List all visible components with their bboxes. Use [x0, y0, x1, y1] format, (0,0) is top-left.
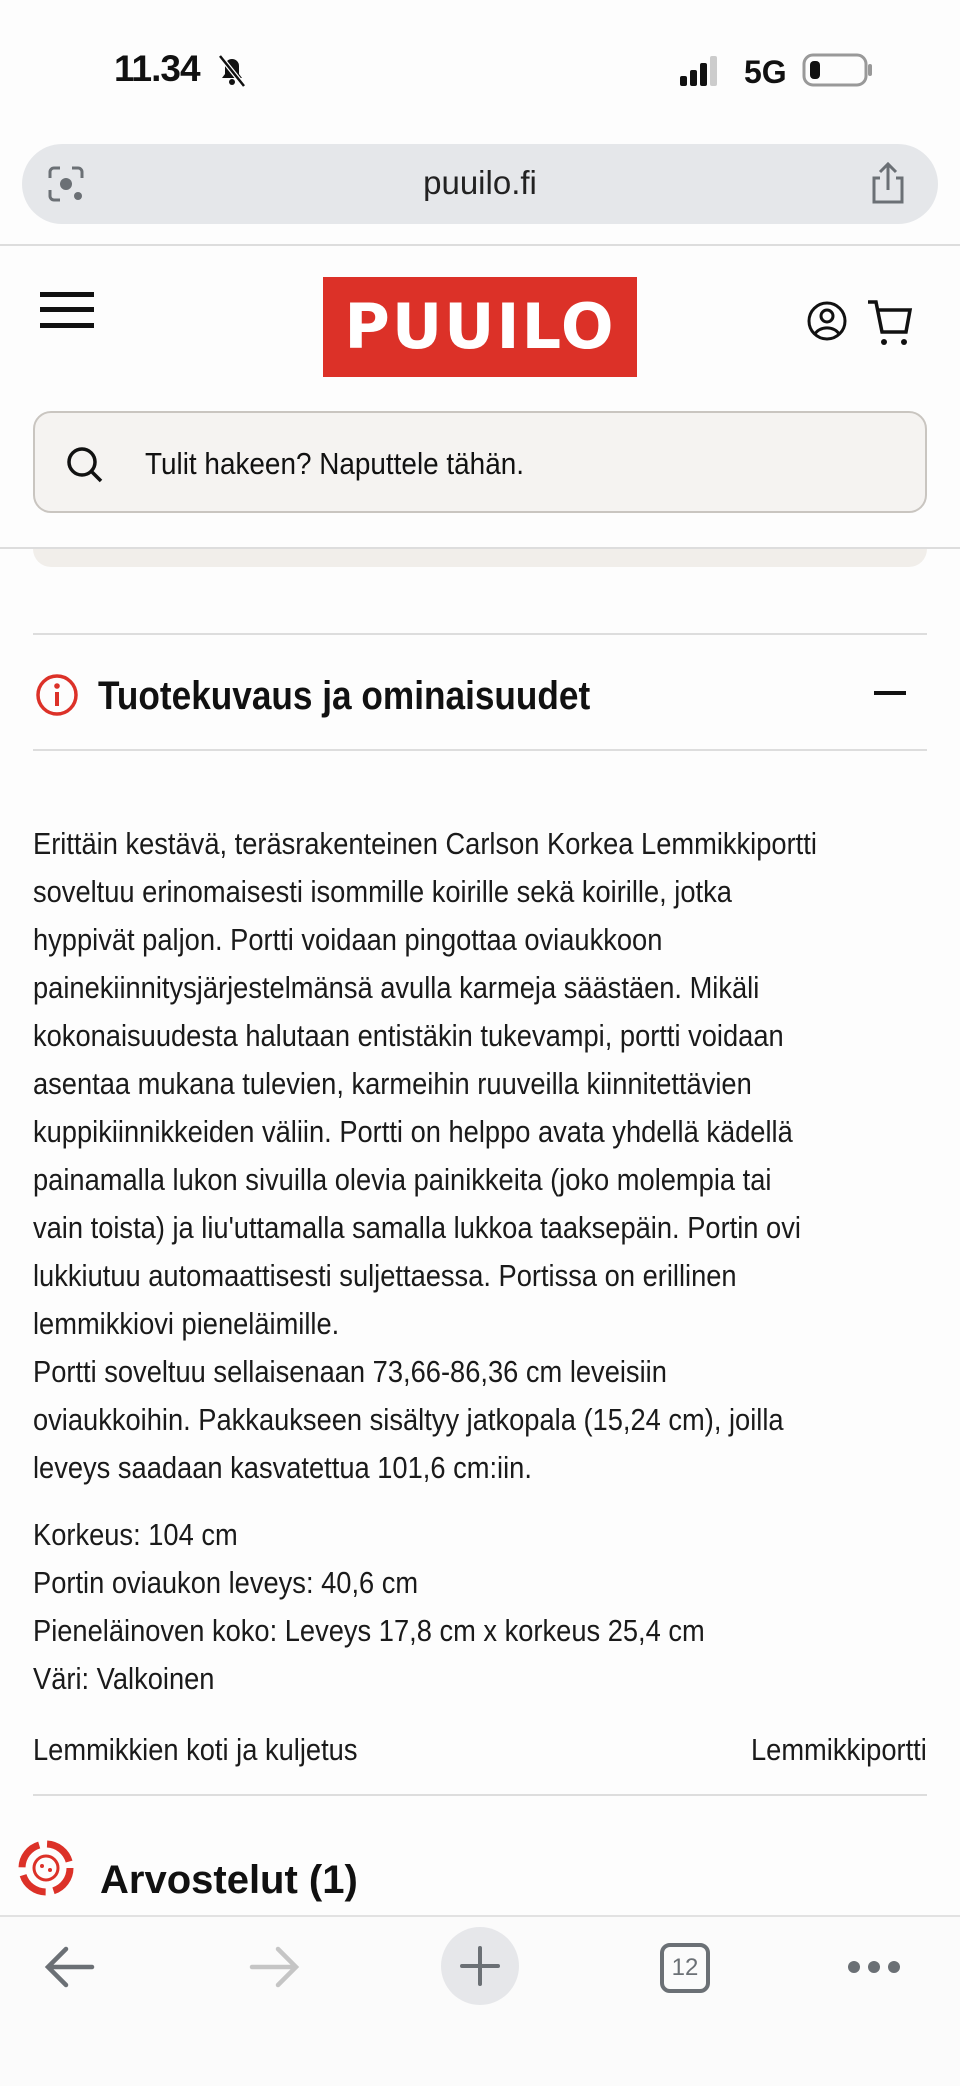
description-line: soveltuu erinomaisesti isommille koirille sekä koirille, jotka	[33, 874, 732, 909]
new-tab-button[interactable]	[441, 1927, 519, 2005]
description-line: kokonaisuudesta halutaan entistäkin tukevampi, portti voidaan	[33, 1018, 784, 1053]
url-text[interactable]: puuilo.fi	[423, 164, 537, 201]
forward-icon[interactable]	[248, 1945, 300, 1989]
network-label: 5G	[744, 54, 787, 90]
plus-icon	[460, 1946, 500, 1986]
collapsed-panel-edge	[33, 549, 927, 567]
category-link[interactable]: Lemmikkien koti ja kuljetus	[33, 1732, 358, 1767]
spec-line: Pieneläinoven koko: Leveys 17,8 cm x korkeus 25,4 cm	[33, 1613, 705, 1648]
description-line: painamalla lukon sivuilla olevia painikkeita (joko molempia tai	[33, 1162, 772, 1197]
description-line: Erittäin kestävä, teräsrakenteinen Carlson Korkea Lemmikkiportti	[33, 826, 817, 861]
cookie-consent-icon[interactable]	[14, 1836, 78, 1900]
description-line: hyppivät paljon. Portti voidaan pingottaa oviaukkoon	[33, 922, 663, 957]
description-line: kuppikiinnikkeiden väliin. Portti on helppo avata yhdellä kädellä	[33, 1114, 793, 1149]
share-icon[interactable]	[868, 162, 908, 206]
collapse-minus-icon[interactable]	[874, 691, 906, 697]
status-time: 11.34	[114, 48, 200, 89]
section-divider	[33, 749, 927, 751]
spec-line: Portin oviaukon leveys: 40,6 cm	[33, 1565, 419, 1600]
signal-icon	[680, 56, 730, 86]
search-placeholder: Tulit hakeen? Naputtele tähän.	[145, 446, 524, 481]
more-icon[interactable]	[846, 1957, 902, 1977]
description-line: vain toista) ja liu'uttamalla samalla lukkoa taaksepäin. Portin ovi	[33, 1210, 801, 1245]
section-title: Tuotekuvaus ja ominaisuudet	[98, 674, 591, 718]
description-line: oviaukkoihin. Pakkaukseen sisältyy jatkopala (15,24 cm), joilla	[33, 1402, 784, 1437]
description-line: lemmikkiovi pieneläimille.	[33, 1306, 340, 1341]
address-bar[interactable]	[22, 144, 938, 224]
spec-line: Korkeus: 104 cm	[33, 1517, 238, 1552]
info-icon	[34, 672, 80, 718]
description-line: Portti soveltuu sellaisenaan 73,66-86,36 cm leveisiin	[33, 1354, 667, 1389]
browser-toolbar	[0, 1915, 960, 2086]
description-line: lukkiutuu automaattisesti suljettaessa. Portissa on erillinen	[33, 1258, 737, 1293]
back-icon[interactable]	[44, 1945, 96, 1989]
category-divider	[33, 1794, 927, 1796]
section-divider-top	[33, 633, 927, 635]
search-icon	[65, 445, 105, 485]
header-divider	[0, 244, 960, 246]
puuilo-logo[interactable]: PUUILO	[323, 277, 637, 377]
cart-icon[interactable]	[866, 298, 914, 348]
spec-line: Väri: Valkoinen	[33, 1661, 215, 1696]
description-line: painekiinnitysjärjestelmänsä avulla karmeja säästäen. Mikäli	[33, 970, 760, 1005]
subcategory-link[interactable]: Lemmikkiportti	[751, 1732, 927, 1767]
tabs-button[interactable]: 12	[660, 1943, 710, 1993]
silent-bell-icon	[214, 52, 250, 88]
menu-icon[interactable]	[40, 292, 96, 336]
account-icon[interactable]	[806, 300, 848, 342]
description-line: leveys saadaan kasvatettua 101,6 cm:iin.	[33, 1450, 532, 1485]
description-line: asentaa mukana tulevien, karmeihin ruuveilla kiinnitettävien	[33, 1066, 752, 1101]
reviews-title[interactable]: Arvostelut (1)	[100, 1858, 358, 1902]
search-input[interactable]	[33, 411, 927, 513]
battery-icon	[802, 52, 874, 88]
